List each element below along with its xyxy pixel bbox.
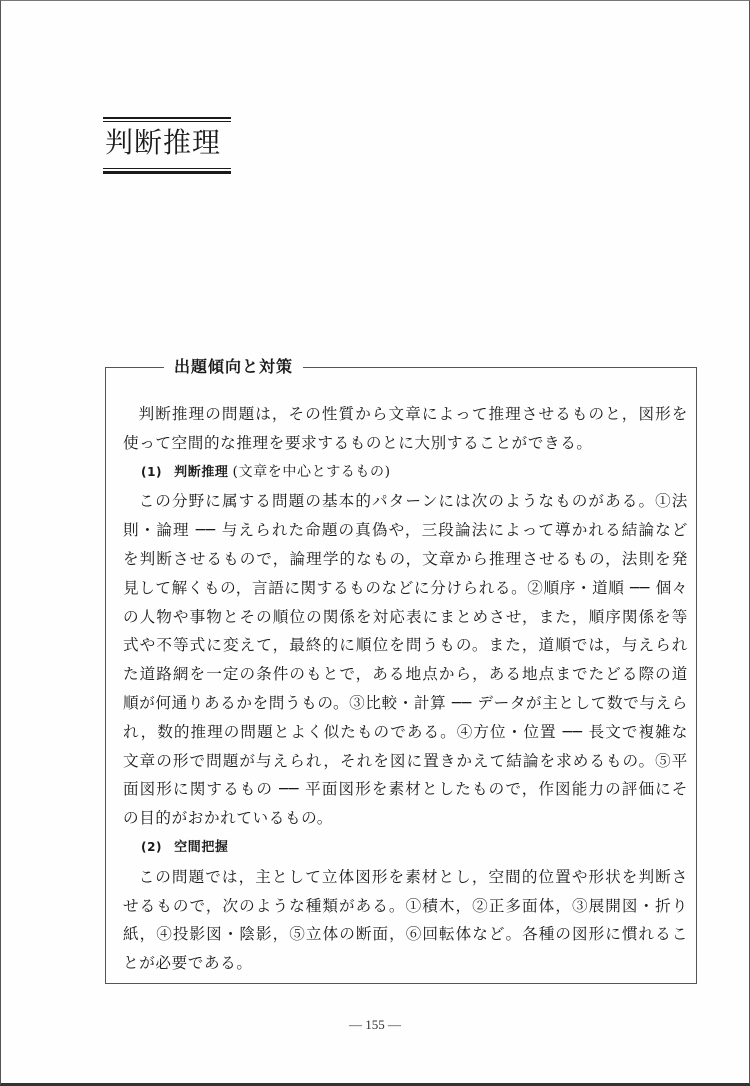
subsection-number: (2) [141, 839, 163, 854]
section-heading: 出題傾向と対策 [164, 356, 303, 378]
title-bottom-rule-thin [103, 168, 231, 169]
subsection-body-1: この分野に属する問題の基本的パターンには次のようなものがある。①法則・論理 ── 与えられた命題の真偽や，三段論法によって導かれる結論などを判断させるもので，論理学的なもの，文章から推理させるもの，法則を発見して解くもの，言語に関するものなどに分けられる。②順序・道順 ── 個々の人物や事物とその順位の関係を対応表にまとめさせ，また，順序関係を等式や不等式に変えて，最終的に順位を問うもの。また，道順では，与えられた道路網を一定の条件のもとで，ある地点から，ある地点までたどる際の道順が何通りあるかを問うもの。③比較・計算 ── データが主として数で与えられ，数的推理の問題とよく似たものである。④方位・位置 ── 長文で複雑な文章の形で問題が与えられ，それを図に置きかえて結論を求めるもの。⑤平面図形に関するもの ── 平面図形を素材としたもので，作図能力の評価にその目的がおかれているもの。 [123, 492, 688, 828]
intro-paragraph: 判断推理の問題は，その性質から文章によって推理させるものと，図形を使って空間的な推理を要求するものとに大別することができる。 [123, 405, 688, 452]
title-bottom-rule-thick [103, 171, 231, 174]
chapter-title-block [103, 117, 231, 174]
subsection-heading-2 [123, 833, 688, 863]
page-number: — 155 — [349, 1017, 401, 1032]
trends-and-strategies-box [105, 357, 697, 984]
subsection-label: 空間把握 [174, 839, 229, 855]
subsection-label: 判断推理 [174, 464, 229, 480]
subsection-body-2: この問題では，主として立体図形を素材とし，空間的位置や形状を判断させるもので，次のような種類がある。①積木，②正多面体，③展開図・折り紙，④投影図・陰影，⑤立体の断面，⑥回転体など。各種の図形に慣れることが必要である。 [123, 867, 688, 973]
chapter-title: 判断推理 [105, 126, 222, 159]
section-content [123, 400, 688, 978]
subsection-note: (文章を中心とするもの) [232, 463, 391, 480]
subsection-number: (1) [141, 464, 163, 479]
subsection-heading-1 [123, 458, 688, 488]
title-top-rule-thick [103, 117, 231, 119]
